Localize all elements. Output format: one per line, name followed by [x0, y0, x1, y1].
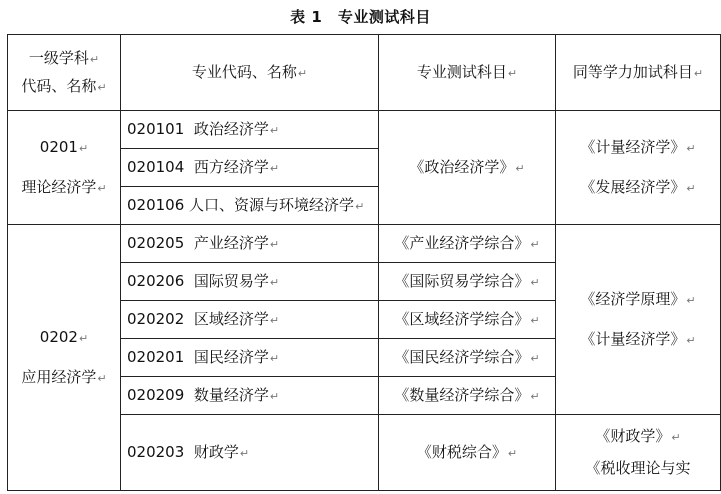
test-subject-cell: [379, 339, 556, 377]
paragraph-mark: ↵: [269, 161, 280, 175]
major-name: 政治经济学: [193, 119, 269, 138]
test-subject: 《国民经济学综合》: [394, 347, 530, 366]
paragraph-mark: ↵: [686, 333, 696, 347]
test-subject: 《国际贸易学综合》: [394, 271, 530, 290]
extra-subject-cell: [556, 415, 721, 491]
major-code: 020205: [127, 233, 185, 252]
paragraph-mark: ↵: [686, 293, 696, 307]
major-name: 西方经济学: [193, 157, 269, 176]
test-subject-cell: [379, 111, 556, 225]
paragraph-mark: ↵: [269, 313, 280, 327]
major-name: 区域经济学: [193, 309, 269, 328]
test-subject-cell: [379, 225, 556, 263]
extra-subject: 《计量经济学》: [580, 137, 686, 156]
major-code: 020104: [127, 157, 185, 176]
paragraph-mark: ↵: [269, 275, 280, 289]
major-cell: [121, 301, 379, 339]
major-code: 020209: [127, 385, 185, 404]
extra-subject-cell: [556, 225, 721, 415]
paragraph-mark: ↵: [97, 371, 107, 385]
major-cell: [121, 225, 379, 263]
extra-subject: 《税收理论与实: [585, 459, 691, 477]
paragraph-mark: ↵: [686, 181, 696, 195]
major-name: 数量经济学: [193, 385, 269, 404]
paragraph-mark: ↵: [269, 237, 280, 251]
paragraph-mark: ↵: [97, 181, 107, 195]
extra-subject: 《财政学》: [595, 427, 671, 445]
paragraph-mark: ↵: [239, 446, 250, 460]
paragraph-mark: ↵: [530, 313, 540, 327]
major-name: 国际贸易学: [193, 271, 269, 290]
test-subject-cell: [379, 415, 556, 491]
test-subject: 《区域经济学综合》: [394, 309, 530, 328]
paragraph-mark: ↵: [507, 66, 518, 80]
extra-subject-cell: [556, 111, 721, 225]
paragraph-mark: ↵: [78, 141, 89, 155]
paragraph-mark: ↵: [686, 141, 696, 155]
header-extra-label: 同等学力加试科目: [572, 62, 693, 81]
test-subject: 《数量经济学综合》: [394, 385, 530, 404]
paragraph-mark: ↵: [89, 52, 100, 66]
paragraph-mark: ↵: [297, 66, 308, 80]
major-cell: [121, 339, 379, 377]
major-code: 020202: [127, 309, 185, 328]
major-code: 020203: [127, 442, 185, 461]
table-row: [8, 225, 721, 263]
header-major: [121, 35, 379, 111]
major-name: 产业经济学: [193, 233, 269, 252]
discipline-cell-0201: [8, 111, 121, 225]
paragraph-mark: ↵: [530, 275, 540, 289]
header-row: [8, 35, 721, 111]
paragraph-mark: ↵: [530, 351, 540, 365]
extra-subject: 《计量经济学》: [580, 329, 686, 348]
header-discipline-line2: 代码、名称: [21, 76, 97, 95]
major-code: 020201: [127, 347, 185, 366]
paragraph-mark: ↵: [515, 161, 525, 175]
paragraph-mark: ↵: [693, 66, 704, 80]
major-cell: [121, 263, 379, 301]
major-cell: [121, 415, 379, 491]
header-discipline: [8, 35, 121, 111]
test-subject: 《政治经济学》: [409, 157, 515, 176]
test-subject-cell: [379, 263, 556, 301]
paragraph-mark: ↵: [671, 431, 681, 444]
major-cell: [121, 111, 379, 149]
major-name: 国民经济学: [193, 347, 269, 366]
major-code: 020101: [127, 119, 185, 138]
paragraph-mark: ↵: [507, 446, 518, 460]
header-test-label: 专业测试科目: [416, 62, 507, 81]
header-extra: [556, 35, 721, 111]
extra-subject: 《经济学原理》: [580, 289, 686, 308]
table-row: [8, 111, 721, 149]
discipline-cell-0202: [8, 225, 121, 491]
subjects-table: [7, 34, 721, 491]
header-test: [379, 35, 556, 111]
paragraph-mark: ↵: [530, 237, 540, 251]
major-code: 020206: [127, 271, 185, 290]
paragraph-mark: ↵: [269, 389, 280, 403]
test-subject-cell: [379, 301, 556, 339]
discipline-name: 应用经济学: [21, 367, 97, 386]
extra-subject: 《发展经济学》: [580, 177, 686, 196]
major-cell: [121, 377, 379, 415]
discipline-name: 理论经济学: [21, 177, 97, 196]
paragraph-mark: ↵: [269, 123, 280, 137]
major-name: 财政学: [193, 442, 239, 461]
paragraph-mark: ↵: [269, 351, 280, 365]
paragraph-mark: ↵: [78, 331, 89, 345]
header-discipline-line1: 一级学科: [28, 48, 89, 67]
test-subject: 《产业经济学综合》: [394, 233, 530, 252]
major-cell: [121, 149, 379, 187]
paragraph-mark: ↵: [97, 80, 107, 94]
discipline-code: 0202: [39, 327, 78, 346]
test-subject: 《财税综合》: [416, 442, 507, 461]
major-name: 人口、资源与环境经济学: [189, 195, 355, 214]
paragraph-mark: ↵: [355, 199, 365, 213]
major-cell: [121, 187, 379, 225]
discipline-code: 0201: [39, 137, 78, 156]
major-code: 020106: [127, 195, 185, 214]
test-subject-cell: [379, 377, 556, 415]
table-caption: 表 1 专业测试科目: [290, 8, 431, 26]
paragraph-mark: ↵: [530, 389, 540, 403]
header-major-label: 专业代码、名称: [191, 62, 297, 81]
